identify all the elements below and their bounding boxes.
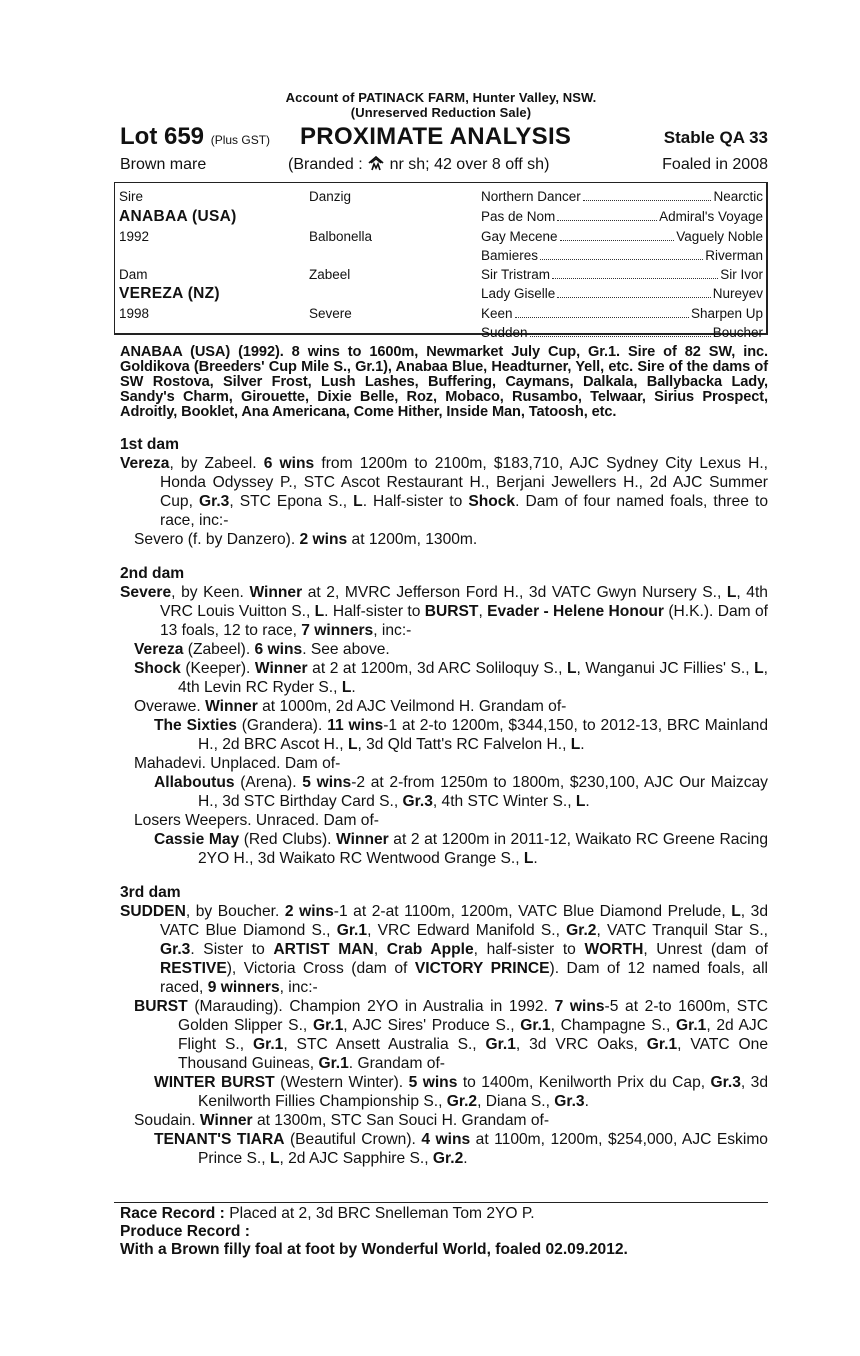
text-run: , 3d VATC Blue Diamond S.,	[160, 903, 769, 939]
text-run: (Arena).	[234, 774, 303, 791]
bold-run: Gr.1	[252, 1036, 284, 1053]
bold-run: Gr.2	[446, 1093, 478, 1110]
text-run: .	[351, 679, 356, 696]
sire-label: Sire	[119, 189, 144, 204]
lot-number	[120, 122, 270, 155]
text-run: . Half-sister to	[362, 493, 469, 510]
text-run: at 2 at 1200m, 3d ARC Soliloquy S.,	[307, 660, 567, 677]
bold-run: 5 wins	[408, 1074, 458, 1091]
dam-paragraph	[114, 583, 768, 640]
text-run: -2 at 2-from 1250m to 1800m, $230,100, AJC Our Maizcay H., 3d STC Birthday Card S.,	[198, 774, 768, 810]
text-run: at 1300m, STC San Souci H. Grandam of-	[252, 1112, 550, 1129]
horse-details	[114, 152, 768, 178]
progeny-paragraph	[114, 659, 768, 697]
bold-run: Vereza	[134, 641, 184, 658]
text-run: , by Boucher.	[185, 903, 285, 920]
bold-run: Gr.3	[198, 493, 230, 510]
text-run: , by Keen.	[171, 584, 250, 601]
bold-run: 4 wins	[421, 1131, 471, 1148]
bold-run: L	[341, 679, 352, 696]
text-run: at 1200m, 1300m.	[347, 531, 478, 548]
ancestor-right: Boucher	[712, 325, 763, 340]
progeny-paragraph	[114, 530, 768, 549]
bold-run: L	[570, 736, 581, 753]
progeny-paragraph	[114, 1073, 768, 1111]
leader-dots	[552, 265, 718, 279]
text-run: , Diana S.,	[477, 1093, 555, 1110]
bold-run: Shock	[134, 660, 181, 677]
leader-dots	[583, 187, 712, 201]
ancestor-right: Vaguely Noble	[676, 229, 763, 244]
text-run: , 4th VRC Louis Vuitton S.,	[160, 584, 768, 620]
text-run: . Sister to	[190, 941, 274, 958]
bold-run: Gr.1	[646, 1036, 678, 1053]
bold-run: 9 winners	[207, 979, 280, 996]
text-run: , VATC Tranquil Star S.,	[596, 922, 768, 939]
leader-dots	[530, 323, 711, 337]
ancestor-left: Pas de Nom	[481, 209, 556, 224]
bold-run: Gr.1	[520, 1017, 551, 1034]
bold-run: Crab Apple	[386, 941, 474, 958]
text-run: (Beautiful Crown).	[284, 1131, 422, 1148]
progeny-paragraph	[114, 773, 768, 811]
bold-run: L	[754, 660, 764, 677]
foaled-year: Foaled in 2008	[662, 156, 768, 173]
race-record	[114, 1205, 768, 1223]
text-run: , Champagne S.,	[550, 1017, 677, 1034]
text-run: , AJC Sires' Produce S.,	[343, 1017, 521, 1034]
lot-row	[114, 122, 768, 152]
ancestor-right: Nearctic	[713, 189, 763, 204]
bold-run: Severe	[120, 584, 172, 601]
ancestor-row	[481, 284, 763, 303]
sire-summary: ANABAA (USA) (1992). 8 wins to 1600m, Newmarket July Cup, Gr.1. Sire of 82 SW, inc. Goldikova (Breeders' Cup Mile S., Gr.1), Anabaa Blue, Headturner, Yell, etc. Sire of the dams of SW Rostova, Silver Frost, Lush Lashes, Buffering, Caymans, Dalkala, Ballybacka Lady, Sandy's Charm, Girouette, Dixie Belle, Roz, Mobaco, Rusambo, Telwaar, Sirius Prospect, Adroitly, Booklet, Ana Americana, Come Hither, Inside Man, Tatoosh, etc.	[120, 344, 768, 420]
race-record-label: Race Record :	[120, 1205, 225, 1222]
text-run: .	[580, 736, 585, 753]
ancestor-left: Sir Tristram	[481, 267, 550, 282]
sire-name: ANABAA (USA)	[119, 208, 237, 225]
text-run: , 3d Kenilworth Fillies Championship S.,	[198, 1074, 769, 1110]
text-run: -5 at 2-to 1600m, STC Golden Slipper S.,	[178, 998, 768, 1034]
stable-number: Stable QA 33	[663, 128, 768, 147]
vendor-account: Account of PATINACK FARM, Hunter Valley, NSW.	[285, 90, 597, 105]
ancestor-left: Keen	[481, 306, 513, 321]
bold-run: WORTH	[584, 941, 644, 958]
bold-run: BURST	[424, 603, 479, 620]
text-run: ,	[478, 603, 488, 620]
progeny-paragraph	[114, 830, 768, 868]
bold-run: 6 wins	[263, 455, 315, 472]
section-title: 1st dam	[120, 436, 179, 453]
brand-mark-icon	[367, 155, 385, 171]
progeny-paragraph	[114, 997, 768, 1073]
bold-run: BURST	[134, 998, 188, 1015]
ancestor-row	[481, 304, 763, 323]
text-run: , Wanganui JC Fillies' S.,	[576, 660, 755, 677]
text-run: .	[584, 1093, 589, 1110]
text-run: (Zabeel).	[183, 641, 255, 658]
bold-run: L	[566, 660, 577, 677]
third-dam-section	[114, 884, 768, 1168]
dam-label: Dam	[119, 267, 148, 282]
ancestor-left: Bamieres	[481, 248, 539, 263]
text-run: . See above.	[302, 641, 390, 658]
text-run: at 1100m, 1200m, $254,000, AJC Eskimo Prince S.,	[198, 1131, 768, 1167]
progeny-paragraph	[114, 1130, 768, 1168]
bold-run: L	[353, 493, 363, 510]
bold-run: Cassie May	[154, 831, 240, 848]
text-run: Severo (f. by Danzero).	[134, 531, 300, 548]
dam-paragraph	[114, 902, 768, 997]
section-title: 2nd dam	[120, 565, 185, 582]
text-run: , VATC One Thousand Guineas,	[178, 1036, 768, 1072]
text-run: from 1200m to 2100m, $183,710, AJC Sydney City Lexus H., Honda Odyssey P., STC Ascot Restaurant H., Berjani Jewellers H., 2d AJC Summer Cup,	[160, 455, 769, 510]
produce-record-label: Produce Record :	[120, 1223, 250, 1240]
text-run: (Keeper).	[180, 660, 255, 677]
text-run: , STC Ansett Australia S.,	[283, 1036, 486, 1053]
ancestor-left: Sudden	[481, 325, 528, 340]
progeny-paragraph	[114, 640, 768, 659]
text-run: , 3d Qld Tatt's RC Falvelon H.,	[357, 736, 571, 753]
ancestor-left: Lady Giselle	[481, 286, 556, 301]
bold-run: L	[314, 603, 325, 620]
bold-run: Winner	[199, 1112, 253, 1129]
catalogue-page	[114, 90, 768, 1168]
bold-run: The Sixties	[154, 717, 237, 734]
bold-run: L	[523, 850, 534, 867]
text-run: . Half-sister to	[324, 603, 425, 620]
ancestor-row	[481, 323, 763, 342]
bold-run: WINTER BURST	[154, 1074, 275, 1091]
grandsire-2: Zabeel	[309, 267, 351, 282]
brand-suffix: nr sh; 42 over 8 off sh)	[385, 156, 550, 173]
text-run: -1 at 2-at 1100m, 1200m, VATC Blue Diamond Prelude,	[333, 903, 732, 920]
bold-run: Shock	[468, 493, 516, 510]
text-run: Overawe.	[134, 698, 206, 715]
leader-dots	[560, 227, 675, 241]
leader-dots	[557, 284, 710, 298]
sale-note: (Unreserved Reduction Sale)	[350, 105, 532, 120]
bold-run: VICTORY PRINCE	[414, 960, 550, 977]
bold-run: Vereza	[120, 455, 170, 472]
text-run: Soudain.	[134, 1112, 200, 1129]
second-dam-section	[114, 565, 768, 868]
bold-run: 11 wins	[327, 717, 384, 734]
bold-run: Winner	[336, 831, 389, 848]
sex-colour: Brown mare	[120, 156, 207, 173]
progeny-paragraph	[114, 716, 768, 754]
text-run: (Marauding). Champion 2YO in Australia in 1992.	[187, 998, 555, 1015]
bold-run: 2 wins	[284, 903, 334, 920]
text-run: , 4th STC Winter S.,	[432, 793, 576, 810]
leader-dots	[557, 207, 657, 221]
bold-run: Gr.3	[554, 1093, 585, 1110]
brand-prefix: (Branded :	[288, 156, 368, 173]
bold-run: Winner	[254, 660, 308, 677]
ancestor-right: Sharpen Up	[690, 306, 763, 321]
ancestor-row	[481, 246, 763, 265]
text-run: , inc:-	[279, 979, 318, 996]
bold-run: 7 wins	[554, 998, 605, 1015]
granddam-2: Severe	[309, 306, 352, 321]
dam-name: VEREZA (NZ)	[119, 285, 220, 302]
progeny-paragraph	[114, 811, 768, 830]
text-run: . Grandam of-	[348, 1055, 445, 1072]
section-title: 3rd dam	[120, 884, 181, 901]
pedigree-table	[114, 182, 768, 340]
leader-dots	[540, 246, 703, 260]
brand-description	[288, 152, 549, 178]
text-run: , by Zabeel.	[169, 455, 264, 472]
bold-run: Gr.1	[676, 1017, 707, 1034]
bold-run: Gr.3	[160, 941, 191, 958]
bold-run: Gr.1	[336, 922, 368, 939]
horse-name: PROXIMATE ANALYSIS	[300, 123, 572, 150]
bold-run: Gr.1	[485, 1036, 516, 1053]
granddam-1: Balbonella	[309, 229, 373, 244]
text-run: .	[533, 850, 538, 867]
text-run: , half-sister to	[473, 941, 585, 958]
text-run: to 1400m, Kenilworth Prix du Cap,	[457, 1074, 711, 1091]
text-run: Mahadevi. Unplaced. Dam of-	[134, 755, 341, 772]
ancestor-right: Admiral's Voyage	[659, 209, 763, 224]
text-run: at 2, MVRC Jefferson Ford H., 3d VATC Gwyn Nursery S.,	[302, 584, 727, 601]
text-run: (Grandera).	[236, 717, 328, 734]
bold-run: RESTIVE	[160, 960, 227, 977]
text-run: at 1000m, 2d AJC Veilmond H. Grandam of-	[257, 698, 567, 715]
bold-run: Evader - Helene Honour	[487, 603, 664, 620]
bold-run: Winner	[249, 584, 303, 601]
bold-run: 5 wins	[302, 774, 352, 791]
text-run: , 3d VRC Oaks,	[515, 1036, 647, 1053]
bold-run: Gr.3	[402, 793, 433, 810]
dam-paragraph	[114, 454, 768, 530]
dam-year: 1998	[119, 306, 150, 321]
bold-run: L	[269, 1150, 280, 1167]
text-run: -1 at 2-to 1200m, $344,150, to 2012-13, BRC Mainland H., 2d BRC Ascot H.,	[198, 717, 769, 753]
bold-run: 6 wins	[254, 641, 303, 658]
text-run: , VRC Edward Manifold S.,	[367, 922, 567, 939]
text-run: .	[463, 1150, 468, 1167]
text-run: ). Dam of 12 named foals, all raced,	[160, 960, 769, 996]
bold-run: Allaboutus	[154, 774, 235, 791]
text-run: (Western Winter).	[274, 1074, 409, 1091]
text-run: Losers Weepers. Unraced. Dam of-	[134, 812, 379, 829]
ancestor-right: Nureyev	[712, 286, 763, 301]
ancestor-row	[481, 265, 763, 284]
bold-run: 7 winners	[301, 622, 374, 639]
text-run: , 4th Levin RC Ryder S.,	[178, 660, 768, 696]
bold-run: L	[575, 793, 586, 810]
progeny-paragraph	[114, 697, 768, 716]
text-run: at 2 at 1200m in 2011-12, Waikato RC Greene Racing 2YO H., 3d Waikato RC Wentwood Grange S.,	[198, 831, 768, 867]
ancestor-left: Gay Mecene	[481, 229, 558, 244]
text-run: , 2d AJC Sapphire S.,	[279, 1150, 433, 1167]
bold-run: SUDDEN	[120, 903, 186, 920]
produce-record-text: With a Brown filly foal at foot by Wonderful World, foaled 02.09.2012.	[120, 1241, 628, 1258]
text-run: , Unrest (dam of	[643, 941, 768, 958]
bold-run: L	[726, 584, 737, 601]
text-run: (H.K.). Dam of 13 foals, 12 to race,	[160, 603, 768, 639]
bold-run: TENANT'S TIARA	[154, 1131, 285, 1148]
ancestor-row	[481, 227, 763, 246]
ancestor-row	[481, 187, 763, 206]
records-footer	[114, 1202, 768, 1259]
text-run: ), Victoria Cross (dam of	[226, 960, 415, 977]
bold-run: Gr.2	[432, 1150, 464, 1167]
text-run: , STC Epona S.,	[229, 493, 354, 510]
first-dam-section	[114, 436, 768, 549]
bold-run: Gr.3	[710, 1074, 741, 1091]
text-run: , inc:-	[373, 622, 412, 639]
bold-run: Gr.1	[318, 1055, 349, 1072]
bold-run: Gr.2	[566, 922, 597, 939]
text-run: , 2d AJC Flight S.,	[178, 1017, 768, 1053]
grandsire-1: Danzig	[309, 189, 352, 204]
ancestor-right: Riverman	[705, 248, 763, 263]
ancestor-row	[481, 207, 763, 226]
gst-note: (Plus GST)	[210, 133, 271, 147]
bold-run: Winner	[205, 698, 258, 715]
bold-run: L	[347, 736, 358, 753]
sire-year: 1992	[119, 229, 150, 244]
bold-run: L	[731, 903, 741, 920]
leader-dots	[515, 304, 689, 318]
progeny-paragraph	[114, 754, 768, 773]
text-run: .	[585, 793, 590, 810]
text-run: ,	[373, 941, 387, 958]
text-run: . Dam of four named foals, three to race, inc:-	[160, 493, 768, 529]
lot-label: Lot 659	[120, 123, 205, 150]
progeny-paragraph	[114, 1111, 768, 1130]
race-record-text: Placed at 2, 3d BRC Snelleman Tom 2YO P.	[224, 1205, 535, 1222]
bold-run: 2 wins	[299, 531, 348, 548]
bold-run: ARTIST MAN	[273, 941, 374, 958]
bold-run: Gr.1	[312, 1017, 344, 1034]
ancestor-right: Sir Ivor	[720, 267, 763, 282]
text-run: (Red Clubs).	[239, 831, 337, 848]
ancestor-left: Northern Dancer	[481, 189, 581, 204]
